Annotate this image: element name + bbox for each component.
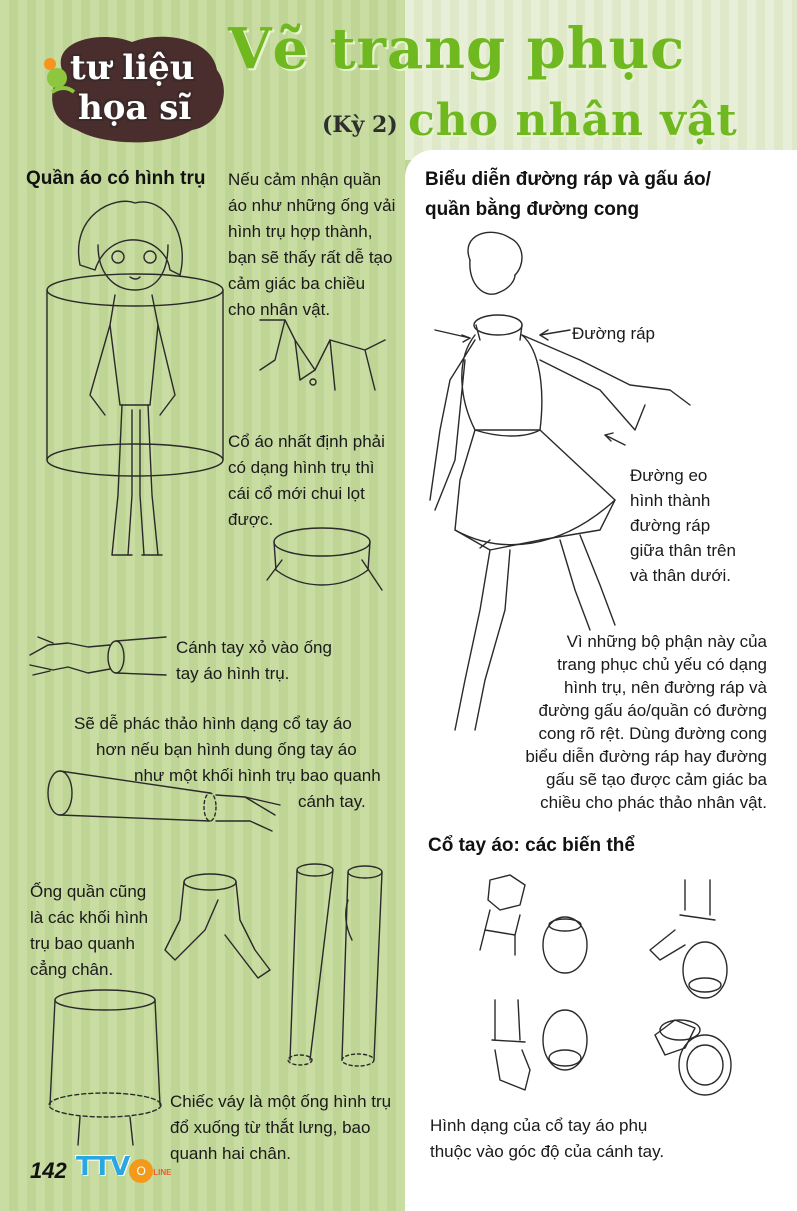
page-number: 142	[30, 1158, 67, 1183]
girl-cylinder-illustration	[40, 195, 220, 575]
page: tư liệu họa sĩ Vẽ trang phục (Kỳ 2) cho nhân vật Quần áo có hình trụ Nếu cảm nhận quần áo như những ống vải hình trụ hợp thành, bạn sẽ thấy rất dễ tạo cảm giác ba chiều cho nhân vật. Cổ áo nhất định phải có dạng hình trụ thì cái cổ mới chui lọt được. Cánh tay xỏ vào ống tay áo hình trụ. Sẽ dễ phác thảo hình dạng cổ tay áo hơn nếu bạn hình dung ống tay áo như một khối hình trụ bao quanh cánh tay. Ống quần cũng là các khối hình trụ bao quanh cẳng chân. Chiếc váy là một ống hình trụ đổ xuống từ thắt lưng, bao quanh hai chân. Biểu diễn đường ráp và gấu áo/ quần bằng đường cong Đường ráp Đường eo hình thành đường ráp giữa thân trên và thân dưới. Vì những bộ phận này của trang phục chủ yếu có dạng hình trụ, nên đường ráp và đường gấu áo/quần có đường cong rõ rệt. Dùng đường cong biểu diễn đường ráp hay đường gấu sẽ tạo được cảm giác ba chiều cho phác thảo nhân vật. Cổ tay áo: các biến thể Hình dạng của cổ tay áo phụ thuộc vào góc độ của cánh tay. 142 TTV O LINE	[0, 0, 797, 1211]
series-logo	[42, 30, 232, 145]
round-collar-illustration	[262, 520, 392, 600]
logo-line-2: họa sĩ	[78, 88, 192, 128]
cuff-variants-illustration	[470, 870, 770, 1100]
magazine-logo	[76, 1152, 171, 1183]
dancer-illustration	[430, 230, 700, 750]
page-title-line-1: Vẽ trang phục	[228, 16, 686, 82]
shirt-collar-illustration	[255, 310, 390, 400]
seam-heading-line-1: Biểu diễn đường ráp và gấu áo/	[425, 169, 711, 190]
skirt-cylinder-illustration	[45, 985, 165, 1150]
episode-label: (Kỳ 2)	[322, 112, 398, 138]
brand-line-text: LINE	[153, 1168, 172, 1177]
logo-line-1: tư liệu	[70, 48, 195, 88]
brand-o-badge: O	[129, 1159, 153, 1183]
brand-text: TTV	[76, 1152, 130, 1182]
page-title-line-2: cho nhân vật	[408, 95, 738, 146]
seam-heading-line-2: quần bằng đường cong	[425, 199, 640, 220]
hand-in-sleeve-illustration	[28, 625, 173, 685]
seam-explanation: Vì những bộ phận này của trang phục chủ yếu có dạng hình trụ, nên đường ráp và đường gấu áo/quần có đường cong rõ rệt. Dùng đường cong biểu diễn đường ráp hay đường gấu sẽ tạo được cảm giác ba chiều cho phác thảo nhân vật.	[525, 632, 767, 812]
pants-cylinder-illustration	[160, 860, 410, 1085]
sleeve-cylinder-illustration	[40, 765, 285, 845]
cuff-variants-heading: Cổ tay áo: các biến thể	[428, 835, 635, 856]
seam-label: Đường ráp	[572, 324, 656, 343]
cylinder-clothes-heading: Quần áo có hình trụ	[26, 168, 206, 189]
